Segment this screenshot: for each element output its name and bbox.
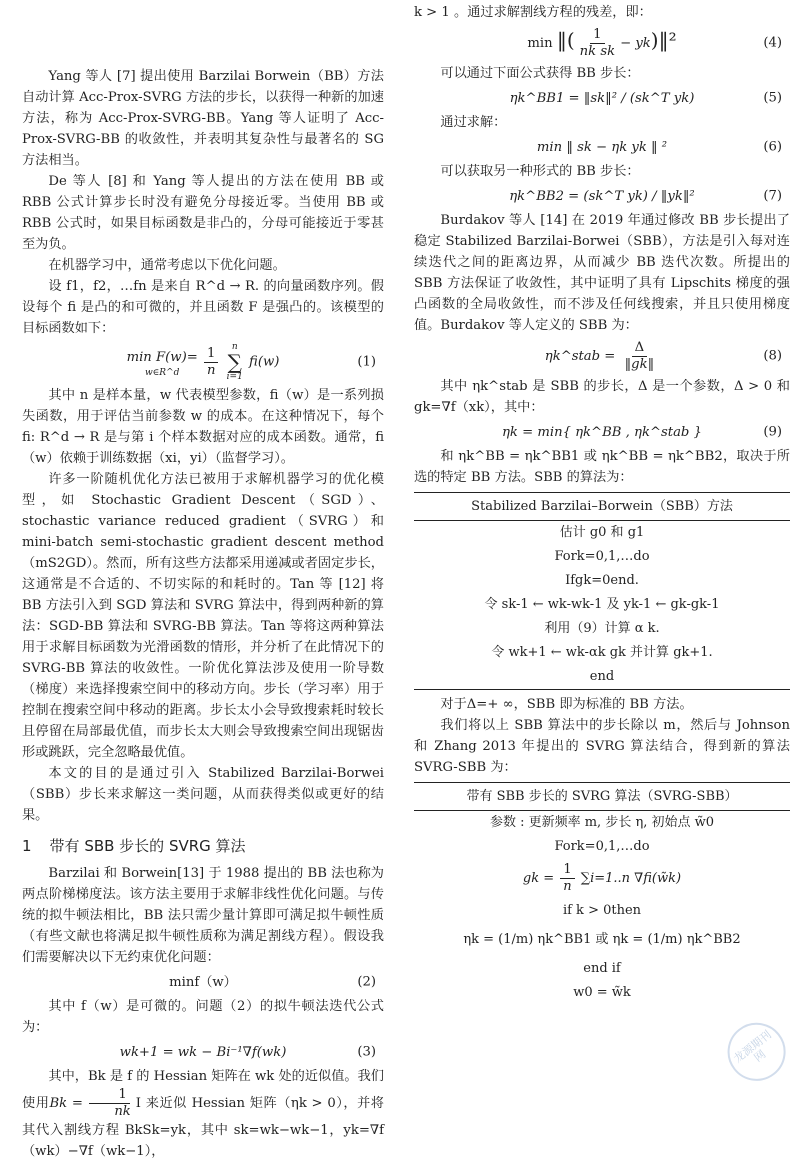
eq1-lhs: min F(w)= [126,349,198,365]
equation-number: (2) [357,974,376,990]
equation-7 [414,182,790,210]
equation-number: (6) [763,139,782,155]
eq4-rest: − yk [620,35,651,51]
eq8-frac-den: ‖gk‖ [624,356,655,372]
paragraph: Burdakov 等人 [14] 在 2019 年通过修改 BB 步长提出了稳定 Stabilized Barzilai-Borwei（SBB），方法是引入每对连续迭代之间的距离边界，从而减少 BB 迭代次数。所提出的 SBB 方法保证了收敛性，其中证明了具有 Lipschits 梯度的强凸函数的全局收敛性，而不涉及任何线搜索，并且只使用梯度值。Burdakov 等人定义的 SBB 为： [414,213,790,333]
equation-number: (1) [357,354,376,370]
algorithm-line: 令 wk+1 ← wk-αk gk 并计算 gk+1. [491,645,713,660]
equation-number: (5) [763,90,782,106]
paragraph: 其中 ηk^stab 是 SBB 的步长，Δ 是一个参数，Δ > 0 和 gk=∇f（xk），其中： [414,379,790,415]
equation-number: (9) [763,424,782,440]
algorithm-sbb [414,492,790,690]
algorithm-line: Ifgk=0end. [565,573,639,588]
algorithm-line: w0 = w̃k [573,985,631,1000]
eq1-sum-top: n [231,342,238,352]
eq1-subscript: w∈R^d [144,367,180,378]
paragraph: De 等人 [8] 和 Yang 等人提出的方法在使用 BB 或 RBB 公式计算步长时没有避免分母接近零。当使用 BB 或 RBB 公式时，如果目标函数是非凸的，分母可能接近于零甚至为负。 [22,174,384,252]
paragraph [22,1066,384,1162]
watermark-logo [716,1010,800,1094]
paragraph: 设 f1，f2，…fn 是来自 R^d → R. 的向量函数序列。假设每个 fi 是凸的和可微的，并且函数 F 是强凸的。该模型的目标函数如下： [22,279,384,336]
paragraph: Barzilai 和 Borwein[13] 于 1988 提出的 BB 法也称为两点阶梯梯度法。该方法主要用于求解非线性优化问题。与传统的拟牛顿法相比，BB 法只需少量计算即可满足拟牛顿性质（有些文献也将满足拟牛顿性质称为满足割线方程）。假设我们需要解决以下无约束优化问题： [22,866,384,965]
algorithm-title: Stabilized Barzilai–Borwein（SBB）方法 [414,493,790,521]
algorithm-line: ηk = (1/m) ηk^BB1 或 ηk = (1/m) ηk^BB2 [463,932,741,947]
eq1-frac-den: n [206,362,216,378]
paragraph: Yang 等人 [7] 提出使用 Barzilai Borwein（BB）方法自动计算 Acc-Prox-SVRG 方法的步长，以获得一种新的加速方法，称为 Acc-Prox-SVRG-BB。Yang 等人证明了 Acc-Prox-SVRG-BB 的收敛性，并表明其复杂性与最著名的 SG 方法相当。 [22,69,384,168]
equation-9 [414,418,790,446]
eq1-frac-num: 1 [204,346,218,363]
paragraph: 其中 n 是样本量，w 代表模型参数，fi（w）是一系列损失函数，用于评估当前参数 w 的成本。在这种情况下，每个 fi: R^d → R 是与第 i 个样本数据对应的成本函数。通常，fi（w）依赖于训练数据（xi，yi）（监督学习）。 [22,388,384,466]
algorithm-line: 估计 g0 和 g1 [559,525,645,540]
equation-6 [414,133,790,161]
paragraph: 通过求解： [440,115,507,130]
eq1-sum-bot: i=1 [226,372,243,382]
section-heading [22,836,384,857]
equation-number: (7) [763,188,782,204]
eq8-lhs: ηk^stab = [544,348,616,364]
algo2-line3-lhs: gk = [522,871,555,886]
inline-frac-den: nk [114,1104,131,1119]
eq4-frac-num: 1 [590,27,604,44]
algorithm-line [414,859,790,899]
paragraph: 对于Δ=+ ∞，SBB 即为标准的 BB 方法。 [440,697,693,712]
equation-2 [22,968,384,996]
paragraph-part: I 来近似 Hessian 矩阵（ηk > 0），并将其代入割线方程 BkSk=yk，其中 sk=wk−wk−1，yk=∇f（wk）−∇f（wk−1）， [22,1096,384,1159]
algorithm-line: 利用（9）计算 α k. [544,621,660,636]
equation-1: min F(w)= w∈R^d $\frac{1}{n}$ n ∑ i=1 fi(w) (1) [126,342,376,382]
eq8-frac-num: Δ [632,340,648,357]
eq4-frac-den: nk sk [579,43,616,59]
equation-5 [414,84,790,112]
left-column [22,0,384,1162]
equation-4: min ‖( $\frac{1}{\text{nk sk}}$ − yk)‖² (4) [527,26,782,59]
algo2-frac-den: n [563,879,572,894]
equation-3 [22,1038,384,1066]
algorithm-line: 令 sk-1 ← wk-wk-1 及 yk-1 ← gk-gk-1 [484,597,720,612]
section-number: 1 [22,837,32,855]
eq3-body: wk+1 = wk − Bi⁻¹∇f(wk) [119,1044,287,1060]
paragraph: 我们将以上 SBB 算法中的步长除以 m，然后与 Johnson 和 Zhang 2013 年提出的 SVRG 算法结合，得到新的算法 SVRG-SBB 为： [414,718,790,775]
paragraph: 和 ηk^BB = ηk^BB1 或 ηk^BB = ηk^BB2，取决于所选的特定 BB 方法。SBB 的算法为： [414,449,790,485]
algorithm-line: Fork=0,1,…do [554,839,650,854]
paragraph: 其中 f（w）是可微的。问题（2）的拟牛顿法迭代公式为： [22,999,384,1035]
inline-bk: Bk = [49,1096,83,1111]
equation-number: (4) [763,35,782,51]
algorithm-line: end if [583,961,621,976]
equation-number: (8) [763,348,782,364]
eq7-body: ηk^BB2 = (sk^T yk) / ‖yk‖² [509,188,695,204]
algorithm-line: if k > 0then [562,903,642,918]
eq6-body: min ‖ sk − ηk yk ‖ ² [536,139,668,155]
paragraph: 本文的目的是通过引入 Stabilized Barzilai-Borwei（SBB）步长来求解这一类问题，从而获得类似或更好的结果。 [22,766,384,823]
equation-8 [414,336,790,376]
paragraph: 许多一阶随机优化方法已被用于求解机器学习的优化模型，如 Stochastic Gradient Descent（SGD）、stochastic variance reduced gradient（SVRG）和 mini-batch semi-stochastic gradient descent method（mS2GD）。然而，所有这些方法都采用递减或者固定步长，这通常是不合适的、不切实际的和耗时的。Tan 等 [12] 将 BB 方法引入到 SGD 算法和 SVRG 算法中，得到两种新的算法：SGD-BB 算法和 SVRG-BB 算法。Tan 等将这两种算法用于求解目标函数为光滑函数的情形，并分析了在此情况下的 SVRG-BB 算法的收敛性。一阶优化算法涉及使用一阶导数（梯度）来选择搜索空间中的移动方向。步长（学习率）用于控制在搜索空间中移动的距离。步长太小会导致搜索耗时较长且停留在局部最优值，而步长太大则会导致搜索空间出现锯齿形或跳跃，完全忽略最优值。 [22,472,384,760]
algorithm-line: Fork=0,1,…do [554,549,650,564]
algorithm-svrg-sbb [414,782,790,1005]
paragraph: 可以获取另一种形式的 BB 步长： [440,164,640,179]
algo2-frac-num: 1 [560,862,574,879]
algo2-line3-rhs: ∑i=1..n ∇fi(w̃k) [580,871,682,886]
equation-number: (3) [357,1044,376,1060]
eq5-body: ηk^BB1 = ‖sk‖² / (sk^T yk) [509,90,695,106]
paragraph: 在机器学习中，通常考虑以下优化问题。 [48,258,286,273]
watermark-text: 龙源期刊网 [731,1028,774,1066]
algorithm-line: end [414,665,790,690]
eq4-min: min [527,35,553,51]
eq2-body: minf（w） [169,974,237,990]
inline-frac-num: 1 [89,1087,130,1104]
eq1-rhs: fi(w) [249,354,280,370]
algorithm-title: 带有 SBB 步长的 SVRG 算法（SVRG-SBB） [414,783,790,811]
paragraph: 可以通过下面公式获得 BB 步长： [440,66,640,81]
section-title: 带有 SBB 步长的 SVRG 算法 [49,837,246,855]
algorithm-line: 参数 : 更新频率 m, 步长 η, 初始点 w̃0 [489,815,715,830]
right-column [414,0,790,1009]
paragraph: k > 1 。通过求解割线方程的残差，即： [414,5,652,20]
eq9-body: ηk = min{ ηk^BB , ηk^stab } [502,424,702,440]
paragraph-part: 其中，Bk 是 f 的 Hessian 矩阵在 wk 处的近似值。我们使用 [22,1069,384,1111]
